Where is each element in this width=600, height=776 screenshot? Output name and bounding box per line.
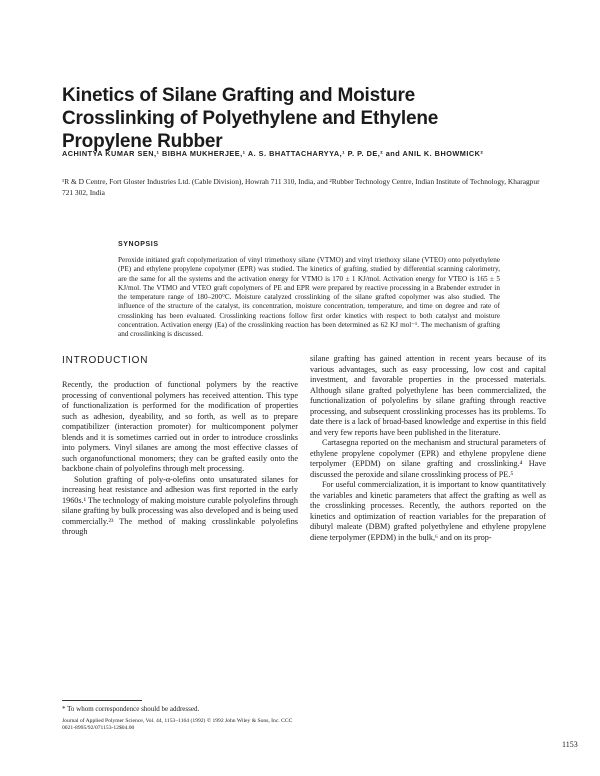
right-paragraph: For useful commercialization, it is important to know quantitatively the variables and kinetic parameters that affect the grafting as well as the crosslinking processes. Recently, the authors reported on the kinetics and optimization of reaction variables for the preparation of dibutyl maleate (DBM) grafted polyethylene and ethylene propylene diene terpolymer (EPDM) in the bulk,⁶ and on its prop- <box>310 480 546 542</box>
synopsis-text: Peroxide initiated graft copolymerization of vinyl trimethoxy silane (VTMO) and vinyl triethoxy silane (VTEO) onto polyethylene (PE) and ethylene propylene copolymer (EPR) was studied. The kinetics of grafting, studied by differential scanning calorimetry, are the same for all the systems and the activation energy for VTMO is 170 ± 1 KJ/mol. Activation energy for VTEO is 165 ± 5 KJ/mol. The VTMO and VTEO graft copolymers of PE and EPR were prepared by reactive processing in a Brabender extruder in the temperature range of 180–200°C. Moisture catalyzed crosslinking of the silane grafted copolymer was also studied. The influence of the structure of the catalyst, its concentration, moisture concentration, temperature, and time on degree and rate of crosslinking has been evaluated. Crosslinking reactions follow first order kinetics with respect to both catalyst and moisture concentration. Activation energy (Ea) of the crosslinking reaction has been determined as 62 KJ mol⁻¹. The mechanism of grafting and crosslinking is discussed. <box>118 256 500 339</box>
publication-info: Journal of Applied Polymer Science, Vol. 44, 1153–1164 (1992) © 1992 John Wiley & Sons, Inc. CCC 0021-8995/92/071153-12$04.00 <box>62 718 293 731</box>
footnote-rule <box>62 700 142 701</box>
author-list: ACHINTYA KUMAR SEN,¹ BIBHA MUKHERJEE,¹ A. S. BHATTACHARYYA,¹ P. P. DE,² and ANIL K. BHOWMICK² <box>62 149 484 158</box>
page-number: 1153 <box>562 740 578 749</box>
footnote: * To whom correspondence should be addressed. <box>62 705 200 713</box>
right-paragraph: Cartasegna reported on the mechanism and structural parameters of ethylene propylene copolymer (EPR) and ethylene propylene diene terpolymer (EPDM) on silane grafting and crosslinking.⁴ Have discussed the peroxide and silane crosslinking process of PE.⁵ <box>310 438 546 479</box>
left-paragraph: Solution grafting of poly-α-olefins onto unsaturated silanes for increasing heat resistance and adhesion was first reported in the early 1960s.¹ The technology of making moisture curable polyolefins through silane grafting by bulk processing was also developed and is being used commercially.²³ The method of making crosslinkable polyolefins through <box>62 474 298 536</box>
right-column <box>310 354 546 543</box>
paper-title: Kinetics of Silane Grafting and Moisture Crosslinking of Polyethylene and Ethylene Propylene Rubber <box>62 85 439 152</box>
affiliation: ¹R & D Centre, Fort Gloster Industries Ltd. (Cable Division), Howrah 711 310, India, and ²Rubber Technology Centre, Indian Institute of Technology, Kharagpur 721 302, India <box>62 177 540 197</box>
introduction-heading: INTRODUCTION <box>62 355 149 366</box>
synopsis-heading: SYNOPSIS <box>118 241 159 248</box>
left-column <box>62 380 298 538</box>
right-paragraph: silane grafting has gained attention in recent years because of its various advantages, such as easy processing, low cost and capital investment, and favorable properties in the processed materials. Although silane grafted polyethylene has been commercialized, the functionalization of polyolefins by silane grafting through reactive processing, and subsequent crosslinking processes has its problems. To date there is a lack of broad-based knowledge and expertise in this field and very few reports have been published in the literature. <box>310 354 546 437</box>
left-paragraph: Recently, the production of functional polymers by the reactive processing of conventional polymers has received attention. This type of functionalization is performed for the modification of properties such as adhesion, dyeability, and so forth, as well as to prepare compatibilizer (interaction promoter) for multicomponent polymer blends and it is sometimes carried out in order to introduce crosslinks into polymers. Vinyl silanes are among the most effective classes of such organofunctional monomers; they can be grafted easily onto the backbone chain of polyolefins through melt processing. <box>62 380 298 473</box>
